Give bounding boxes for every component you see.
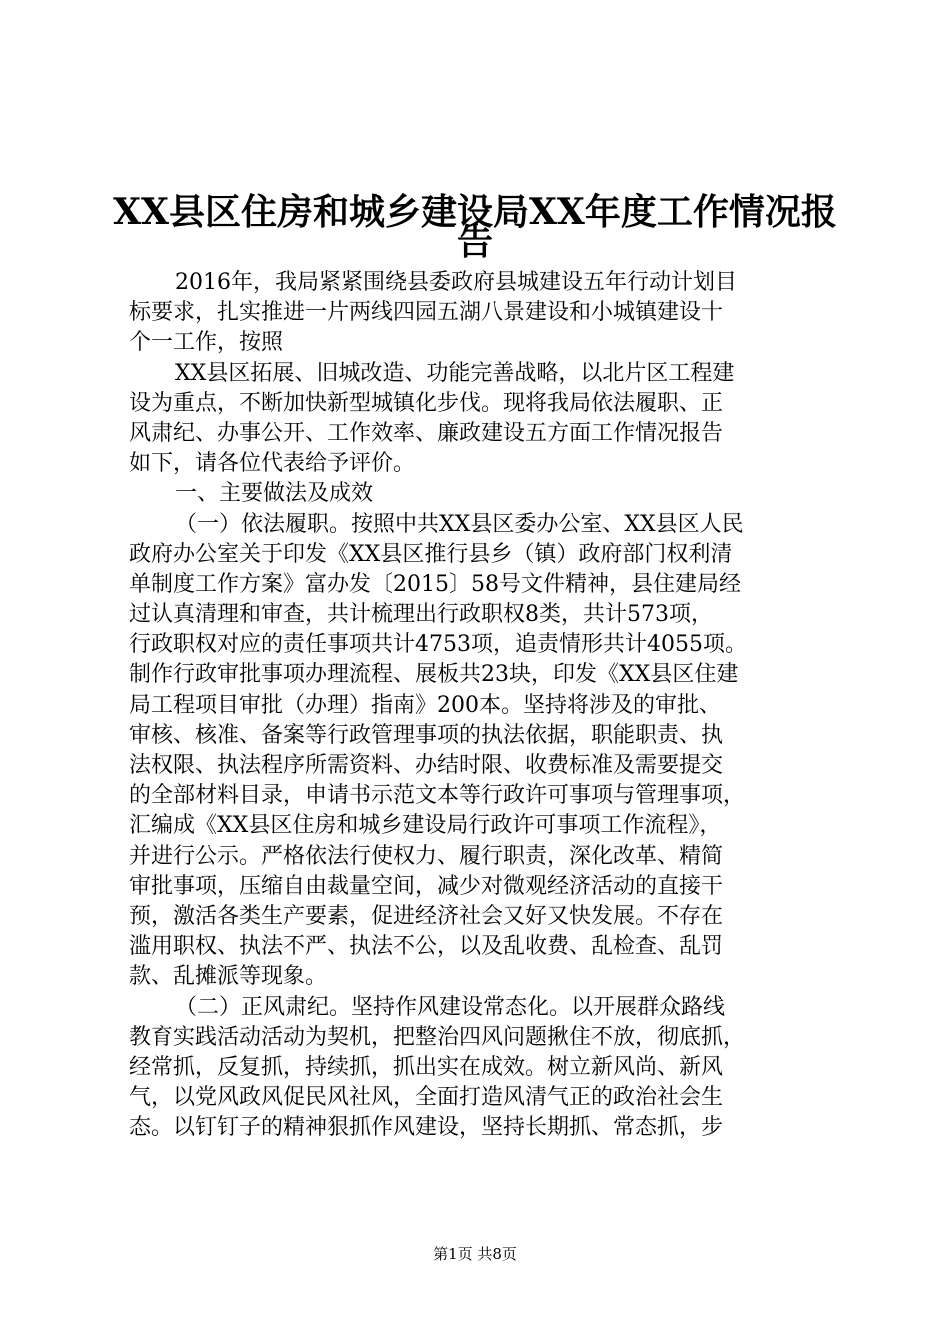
body-line: 一、主要做法及成效 (175, 481, 374, 507)
body-line: 教育实践活动活动为契机，把整治四风问题揪住不放，彻底抓， (129, 1024, 746, 1050)
page-footer: 第1页 共8页 (433, 1245, 517, 1263)
body-line: 经常抓，反复抓，持续抓，抓出实在成效。树立新风尚、新风 (129, 1054, 724, 1080)
body-line: 法权限、执法程序所需资料、办结时限、收费标准及需要提交 (129, 753, 724, 778)
body-line: 的全部材料目录，申请书示范文本等行政许可事项与管理事项， (129, 783, 746, 809)
body-line: （二）正风肃纪。坚持作风建设常态化。以开展群众路线 (175, 994, 726, 1020)
body-line: 过认真清理和审查，共计梳理出行政职权8类，共计573项， (129, 602, 713, 628)
document-title-line-2: 告 (456, 221, 493, 263)
body-line: 风肃纪、办事公开、工作效率、廉政建设五方面工作情况报告 (129, 420, 724, 446)
body-line: 滥用职权、执法不严、执法不公，以及乱收费、乱检查、乱罚 (129, 934, 724, 960)
body-line: 气，以党风政风促民风社风，全面打造风清气正的政治社会生 (129, 1085, 724, 1111)
body-line: 局工程项目审批（办理）指南》200本。坚持将涉及的审批、 (129, 692, 721, 718)
body-line: 审批事项，压缩自由裁量空间，减少对微观经济活动的直接干 (129, 873, 724, 899)
body-line: 个一工作，按照 (129, 330, 284, 356)
body-line: 政府办公室关于印发《XX县区推行县乡（镇）政府部门权利清 (129, 541, 733, 567)
body-line: 审核、核准、备案等行政管理事项的执法依据，职能职责、执 (129, 722, 724, 748)
body-line: 款、乱摊派等现象。 (129, 964, 328, 990)
body-line: 单制度工作方案》富办发〔2015〕58号文件精神，县住建局经 (129, 571, 741, 597)
body-line: 预，激活各类生产要素，促进经济社会又好又快发展。不存在 (129, 903, 724, 929)
body-line: 行政职权对应的责任事项共计4753项，追责情形共计4055项。 (129, 632, 747, 658)
body-line: 并进行公示。严格依法行使权力、履行职责，深化改革、精简 (129, 843, 724, 869)
body-line: 汇编成《XX县区住房和城乡建设局行政许可事项工作流程》， (129, 813, 722, 839)
body-line: XX县区拓展、旧城改造、功能完善战略，以北片区工程建 (175, 360, 735, 386)
body-line: 标要求，扎实推进一片两线四园五湖八景建设和小城镇建设十 (129, 300, 724, 326)
body-line: 态。以钉钉子的精神狠抓作风建设，坚持长期抓、常态抓，步 (129, 1115, 724, 1141)
body-line: 2016年，我局紧紧围绕县委政府县城建设五年行动计划目 (175, 270, 737, 295)
body-line: 设为重点，不断加快新型城镇化步伐。现将我局依法履职、正 (129, 390, 724, 416)
body-line: （一）依法履职。按照中共XX县区委办公室、XX县区人民 (175, 511, 744, 537)
document-body (129, 268, 829, 1143)
body-line: 如下，请各位代表给予评价。 (129, 451, 416, 477)
document-title-line-1: XX县区住房和城乡建设局XX年度工作情况报 (113, 191, 837, 233)
body-line: 制作行政审批事项办理流程、展板共23块，印发《XX县区住建 (129, 662, 739, 688)
